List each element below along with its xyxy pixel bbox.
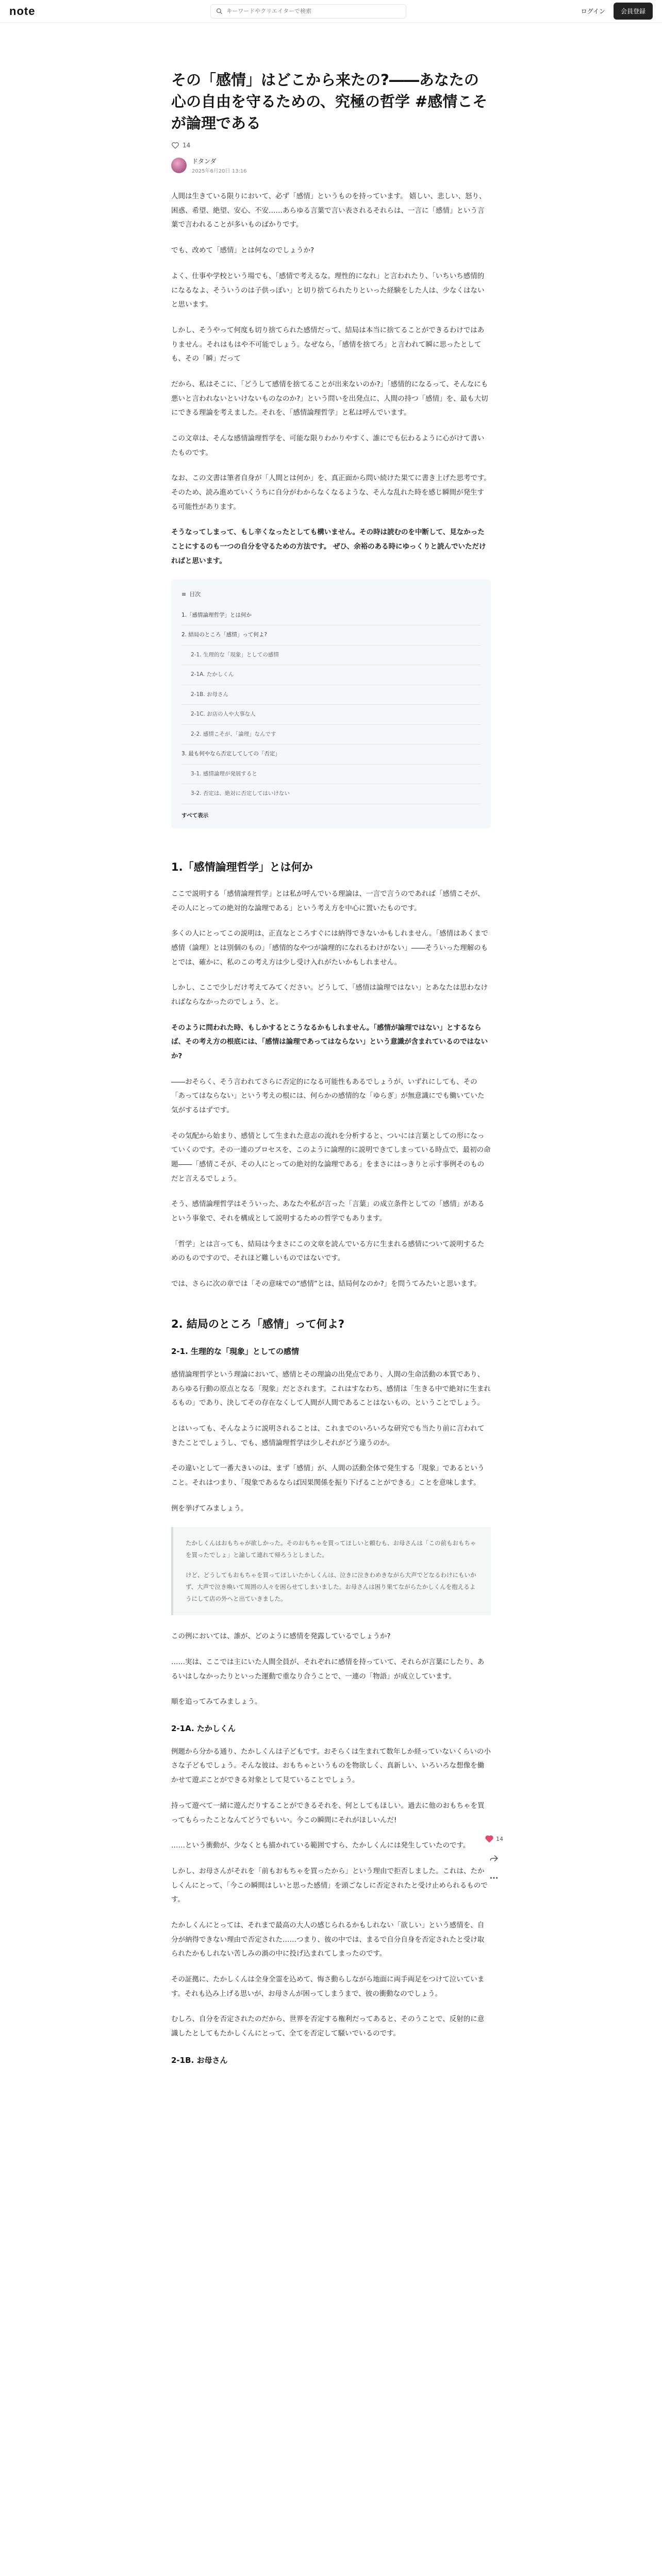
paragraph: この文章は、そんな感情論理哲学を、可能な限りわかりやすく、誰にでも伝わるように心がけて書いたものです。 [171, 434, 485, 457]
paragraph: でも、改めて「感情」とは何なのでしょうか? [171, 246, 315, 255]
toc-item[interactable]: 1.「感情論理哲学」とは何か [181, 606, 481, 626]
search-box[interactable] [210, 4, 406, 19]
paragraph: そうなってしまって、もし辛くなったとしても構いません。その時は読むのを中断して、見なかったことにするのも一つの自分を守るための方法です。 ぜひ、余裕のある時にゆっくりと読んでいただければと思います。 [171, 528, 486, 565]
section-heading: 1.「感情論理哲学」とは何か [171, 861, 313, 874]
publish-date: 2025年6月20日 13:16 [192, 168, 247, 175]
paragraph: よく、仕事や学校という場でも、「感情で考えるな。理性的になれ」と言われたり、「いちいち感情的になるなよ、そういうのは子供っぽい」と切り捨てられたりといった経験をした人は、少なくはないと思います。 [171, 272, 485, 309]
like-row [171, 141, 491, 149]
paragraph: 多くの人にとってこの説明は、正直なところすぐには納得できないかもしれません。「感情はあくまで感情（論理）とは別個のもの」「感情的なやつが論理的になれるわけがない」――そういった理解のもとでは、確かに、私のこの考え方は少し受け入れがたいかもしれません。 [171, 929, 488, 967]
paragraph: 感情論理哲学という理論において、感情とその理論の出発点であり、人間の生命活動の本質であり、あらゆる行動の原点となる「現象」だとされます。これはすなわち、感情は「生きる中で絶対に生まれるもの」であり、決してその存在なくして人間が人間であることはないもの、ということでしょう。 [171, 1370, 491, 1408]
article-title: その「感情」はどこから来たの?――あなたの心の自由を守るための、究極の哲学 #感情こそが論理である [171, 71, 488, 132]
paragraph: 例を挙げてみましょう。 [171, 1504, 248, 1513]
like-count: 14 [183, 142, 191, 149]
paragraph: しかし、そうやって何度も切り捨てられた感情だって、結局は本当に捨てることができるわけではありません。それはもはや不可能でしょう。なぜなら、「感情を捨てろ」と言われて瞬に思ったとしても、その「瞬」だって [171, 326, 485, 363]
author-block[interactable] [171, 157, 491, 174]
paragraph: 例題から分かる通り、たかしくんは子どもです。おそらくは生まれて数年しか経っていないくらいの小さな子どもでしょう。そんな彼は、おもちゃというものを物欲しく、真新しい、いろいろな想像を働かせて遊ぶことができる対象として見ていることでしょう。 [171, 1747, 491, 1785]
side-like-button[interactable] [485, 1834, 503, 1843]
side-like-count: 14 [496, 1835, 503, 1842]
paragraph: ここで説明する「感情論理哲学」とは私が呼んでいる理論は、一言で言うのであれば「感情こそが、その人にとっての絶対的な論理である」という考え方を中心に置いたものです。 [171, 889, 485, 912]
author-name[interactable]: ドタンダ [192, 158, 217, 165]
quote-paragraph: たかしくんはおもちゃが欲しかった。そのおもちゃを買ってほしいと頼むも、お母さんは「この前もおもちゃを買ったでしょ」と諭して連れて帰ろうとしました。 [186, 1539, 476, 1559]
toc-item[interactable]: 2-1A. たかしくん [181, 665, 481, 685]
paragraph: たかしくんにとっては、それまで最高の大人の感じられるかもしれない「欲しい」という感情を、自分が納得できない理由で否定された……つまり、彼の中では、まるで自分自身を否定されたと受け取られたかもしれない苦しみの渦の中に投げ込まれてしまったのです。 [171, 1921, 485, 1958]
paragraph: ……という衝動が、少なくとも描かれている範囲ですら、たかしくんには発生していたのです。 [171, 1841, 470, 1850]
section-heading: 2. 結局のところ「感情」って何よ? [171, 1317, 345, 1330]
paragraph: とはいっても、そんなように説明されることは、これまでのいろいろな研究でも当たり前に言われてきたことでしょうし、でも、感情論理哲学は少しそれがどう違うのか。 [171, 1425, 485, 1447]
paragraph: その証拠に、たかしくんは全身全霊を込めて、悔さ動らしながら地面に両手両足をつけて泣いています。それも込み上げる思いが、お母さんが困ってしまうまで、彼の衝動なのでしょう。 [171, 1975, 485, 1998]
paragraph: この例においては、誰が、どのように感情を発露しているでしょうか? [171, 1632, 391, 1641]
heart-icon [485, 1834, 494, 1843]
article [171, 23, 491, 2068]
toc-item[interactable]: 2-1. 生理的な「現象」としての感情 [181, 646, 481, 666]
subsection-heading: 2-1A. たかしくん [171, 1724, 236, 1734]
more-icon[interactable] [489, 1873, 499, 1883]
subsection-heading: 2-1B. お母さん [171, 2055, 228, 2065]
paragraph: 「哲学」とは言っても、結局は今まさにこの文章を読んでいる方に生まれる感情について説明するためのものですので、それほど難しいものではないです。 [171, 1240, 485, 1263]
toc-item[interactable]: 2-1C. お店の人や大事な人 [181, 705, 481, 725]
blockquote [171, 1527, 491, 1615]
paragraph: しかし、ここで少しだけ考えてみてください。どうして、「感情は論理ではない」とあなたは思わなければならなかったのでしょう、と。 [171, 984, 488, 1006]
avatar[interactable] [171, 158, 187, 173]
toc-header[interactable] [181, 589, 481, 601]
paragraph: そのように問われた時、もしかするとこうなるかもしれません。「感情が論理ではない」とするならば、その考え方の根底には、「感情は論理であってはならない」という意識が含まれているのではないか? [171, 1023, 488, 1061]
table-of-contents [171, 580, 491, 828]
search-icon [216, 8, 222, 14]
paragraph: だから、私はそこに、「どうして感情を捨てることが出来ないのか?」「感情的になるって、そんなにも悪いと言われないといけないものなのか?」という問いを出発点に、人間の持つ「感情」を、最も大切にできる理論を考えました。それを、「感情論理哲学」と私は呼んでいます。 [171, 380, 488, 417]
paragraph: ……実は、ここでは主にいた人間全員が、それぞれに感情を持っていて、それらが言葉にしたり、あるいはしなかったりといった運動で重なり合うことで、一連の「物語」が成立しています。 [171, 1658, 485, 1681]
floating-actions [485, 1834, 503, 1883]
paragraph: むしろ、自分を否定されたのだから、世界を否定する権利だってあると、そのうことで、反射的に意識したとしてもたかしくんにとって、全てを否定して騒いでいるのです。 [171, 2015, 485, 2038]
paragraph: その気配から始まり、感情として生まれた意志の流れを分析すると、ついには言葉としての形になっていくのです。その一連のプロセスを、このように論理的に説明できてしまっている時点で、最初の命題――「感情こそが、その人にとっての絶対的な論理である」をまさにはっきりと示す事例そのものだと言えるでしょう。 [171, 1131, 491, 1183]
toc-item[interactable]: 3-1. 感情論理が発展すると [181, 765, 481, 785]
toc-show-all-button[interactable]: すべて表示 [181, 812, 209, 819]
paragraph: 持って遊べて一緒に遊んだりすることができるそれを、何としてもほしい。過去に他のおもちゃを買ってもらったことなんてどうでもいい。今この瞬間にそれがほしいんだ! [171, 1801, 485, 1824]
toc-item[interactable]: 2-1B. お母さん [181, 685, 481, 705]
toc-item[interactable]: 2. 結局のところ「感情」って何よ? [181, 625, 481, 646]
signup-button[interactable]: 会員登録 [614, 3, 653, 20]
toc-label: 目次 [189, 591, 201, 598]
paragraph: その違いとして一番大きいのは、まず「感情」が、人間の活動全体で発生する「現象」であるということ。それはつまり、「現象であるならば因果関係を振り下げることができる」ことを意味します。 [171, 1464, 485, 1487]
site-header [0, 0, 662, 23]
paragraph: そう、感情論理哲学はそういった、あなたや私が言った「言葉」の成立条件としての「感情」があるという事象で、それを構成として説明するための哲学でもあります。 [171, 1200, 485, 1223]
note-logo[interactable]: note [9, 4, 36, 18]
heart-icon[interactable] [171, 141, 179, 149]
article-body [171, 190, 491, 2068]
quote-paragraph: けど、どうしてもおもちゃを買ってほしいたかしくんは、泣きに泣きわめきながら大声でどなるわけにもいかず、大声で泣き喚いて周囲の人々を困らせてしまいました。お母さんは困り果てながらたかしくんを抱えるようにして店の外へと出ていきました。 [186, 1571, 476, 1603]
paragraph: 順を追ってみてみましょう。 [171, 1698, 262, 1706]
paragraph: なお、この文書は筆者自身が「人間とは何か」を、真正面から問い続けた果てに書き上げた思考です。そのため、読み進めていくうちに自分がわからなくなるような、そんな乱れた時を感じ瞬間が発生する可能性があります。 [171, 474, 491, 511]
toc-item[interactable]: 3-2. 否定は、絶対に否定してはいけない [181, 784, 481, 804]
paragraph: では、さらに次の章では「その意味での“感情”とは、結局何なのか?」を問うてみたいと思います。 [171, 1280, 481, 1289]
search-input[interactable] [226, 8, 401, 14]
toc-item[interactable]: 2-2. 感情こそが、「論理」なんです [181, 725, 481, 745]
login-link[interactable]: ログイン [581, 8, 605, 15]
paragraph: しかし、お母さんがそれを「前もおもちゃを買ったから」という理由で拒否しました。これは、たかしくんにとって、「今この瞬間はしいと思った感情」を頭ごなしに否定されたと受け止められるものです。 [171, 1867, 488, 1904]
share-icon[interactable] [489, 1854, 499, 1863]
list-icon: ≡ [181, 591, 187, 598]
toc-item[interactable]: 3. 最も何やなら否定してしての「否定」 [181, 744, 481, 765]
paragraph: 人間は生きている限りにおいて、必ず「感情」というものを持っています。 嬉しい、悲しい、怒り、困惑、希望、絶望、安心、不安……あらゆる言葉で言い表されるそれらは、一言に「感情」という言葉で言われることが多いものばかりです。 [171, 192, 486, 229]
subsection-heading: 2-1. 生理的な「現象」としての感情 [171, 1347, 300, 1357]
paragraph: ――おそらく、そう言われてさらに否定的になる可能性もあるでしょうが、いずれにしても、その「あってはならない」という考えの根には、何らかの感情的な「ゆらぎ」が無意識にでも働いていた気がするはずです。 [171, 1077, 485, 1115]
